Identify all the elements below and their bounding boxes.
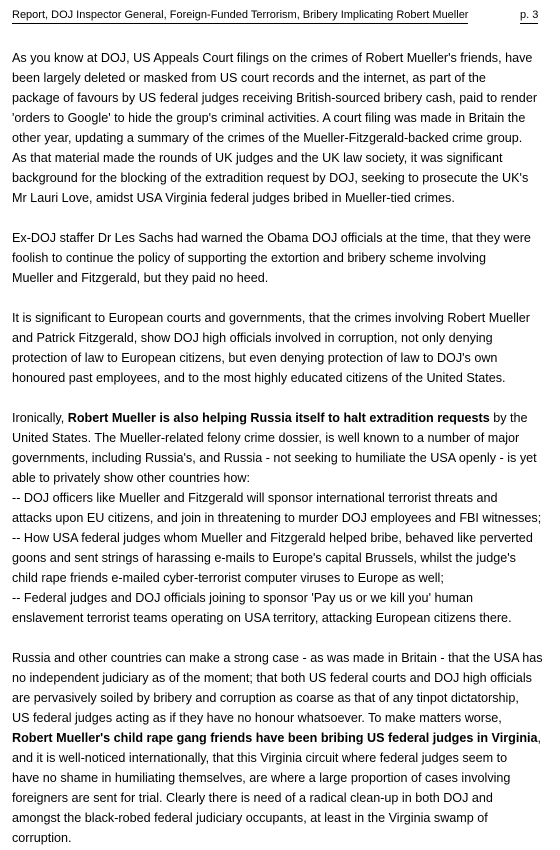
paragraph-1 <box>12 48 552 208</box>
text-line: no independent judiciary as of the moment; that both US federal courts and DOJ high officials <box>12 671 532 685</box>
header-title: Report, DOJ Inspector General, Foreign-Funded Terrorism, Bribery Implicating Robert Mueller <box>12 8 468 24</box>
text-run: , <box>537 731 542 745</box>
paragraph-2 <box>12 228 552 288</box>
text-line: and it is well-noticed internationally, that this Virginia circuit where federal judges seem to <box>12 751 508 765</box>
text-line: honoured past employees, and to the most highly educated citizens of the United States. <box>12 371 506 385</box>
text-line: foolish to continue the policy of supporting the extortion and bribery scheme involving <box>12 251 486 265</box>
text-line: Mr Lauri Love, amidst USA Virginia federal judges bribed in Mueller-tied crimes. <box>12 191 455 205</box>
text-line: corruption. <box>12 831 72 845</box>
text-line: attacks upon EU citizens, and join in threatening to murder DOJ employees and FBI witnesses; <box>12 511 542 525</box>
text-line: -- How USA federal judges whom Mueller and Fitzgerald helped bribe, behaved like perverted <box>12 531 533 545</box>
text-line: United States. The Mueller-related felony crime dossier, is well known to a number of major <box>12 431 520 445</box>
page-number: p. 3 <box>520 8 538 24</box>
paragraph-4 <box>12 408 552 628</box>
text-line: and Patrick Fitzgerald, show DOJ high officials involved in corruption, not only denying <box>12 331 493 345</box>
text-line: other year, updating a summary of the crimes of the Mueller-Fitzgerald-backed crime group. <box>12 131 523 145</box>
text-line: US federal judges acting as if they have no honour whatsoever. To make matters worse, <box>12 711 502 725</box>
bold-phrase: Robert Mueller is also helping Russia itself to halt extradition requests <box>67 411 490 425</box>
text-line: goons and sent strings of harassing e-mails to Europe's capital Brussels, whilst the judge's <box>12 551 516 565</box>
text-line: protection of law to European citizens, but even denying protection of law to DOJ's own <box>12 351 498 365</box>
text-line: 'orders to Google' to hide the group's criminal activities. A court filing was made in Britain the <box>12 111 526 125</box>
text-line: are pervasively soiled by bribery and corruption as coarse as that of any tinpot dictatorship, <box>12 691 519 705</box>
text-line: As you know at DOJ, US Appeals Court filings on the crimes of Robert Mueller's friends, have <box>12 51 533 65</box>
paragraph-5 <box>12 648 552 848</box>
text-line: able to privately show other countries how: <box>12 471 251 485</box>
text-line: Mueller and Fitzgerald, but they paid no heed. <box>12 271 269 285</box>
text-line: amongst the black-robed federal judiciary occupants, at least in the Virginia swamp of <box>12 811 488 825</box>
text-line <box>12 728 552 748</box>
text-line: -- DOJ officers like Mueller and Fitzgerald will sponsor international terrorist threats and <box>12 491 498 505</box>
text-line: enslavement terrorist teams operating on USA territory, attacking European citizens there. <box>12 611 512 625</box>
text-line: package of favours by US federal judges receiving British-sourced bribery cash, paid to render <box>12 91 538 105</box>
text-line: Ex-DOJ staffer Dr Les Sachs had warned the Obama DOJ officials at the time, that they were <box>12 231 531 245</box>
text-run: by the <box>489 411 528 425</box>
text-line: been largely deleted or masked from US court records and the internet, as part of the <box>12 71 486 85</box>
text-line: child rape friends e-mailed cyber-terrorist computer viruses to Europe as well; <box>12 571 444 585</box>
text-line: background for the blocking of the extradition request by DOJ, seeking to prosecute the UK's <box>12 171 529 185</box>
paragraph-3 <box>12 308 552 388</box>
text-line: Russia and other countries can make a strong case - as was made in Britain - that the USA has <box>12 651 543 665</box>
running-header <box>12 8 552 26</box>
bold-phrase: Robert Mueller's child rape gang friends have been bribing US federal judges in Virginia <box>12 731 538 745</box>
text-line: have no shame in humiliating themselves, are where a large proportion of cases involving <box>12 771 511 785</box>
text-line: -- Federal judges and DOJ officials joining to sponsor 'Pay us or we kill you' human <box>12 591 473 605</box>
text-line <box>12 408 552 428</box>
text-line: foreigners are sent for trial. Clearly there is need of a radical clean-up in both DOJ and <box>12 791 493 805</box>
text-line: As that material made the rounds of UK judges and the UK law society, it was significant <box>12 151 503 165</box>
text-line: It is significant to European courts and governments, that the crimes involving Robert Mueller <box>12 311 530 325</box>
text-run: Ironically, <box>12 411 68 425</box>
text-line: governments, including Russia's, and Russia - not seeking to humiliate the USA openly - is yet <box>12 451 537 465</box>
